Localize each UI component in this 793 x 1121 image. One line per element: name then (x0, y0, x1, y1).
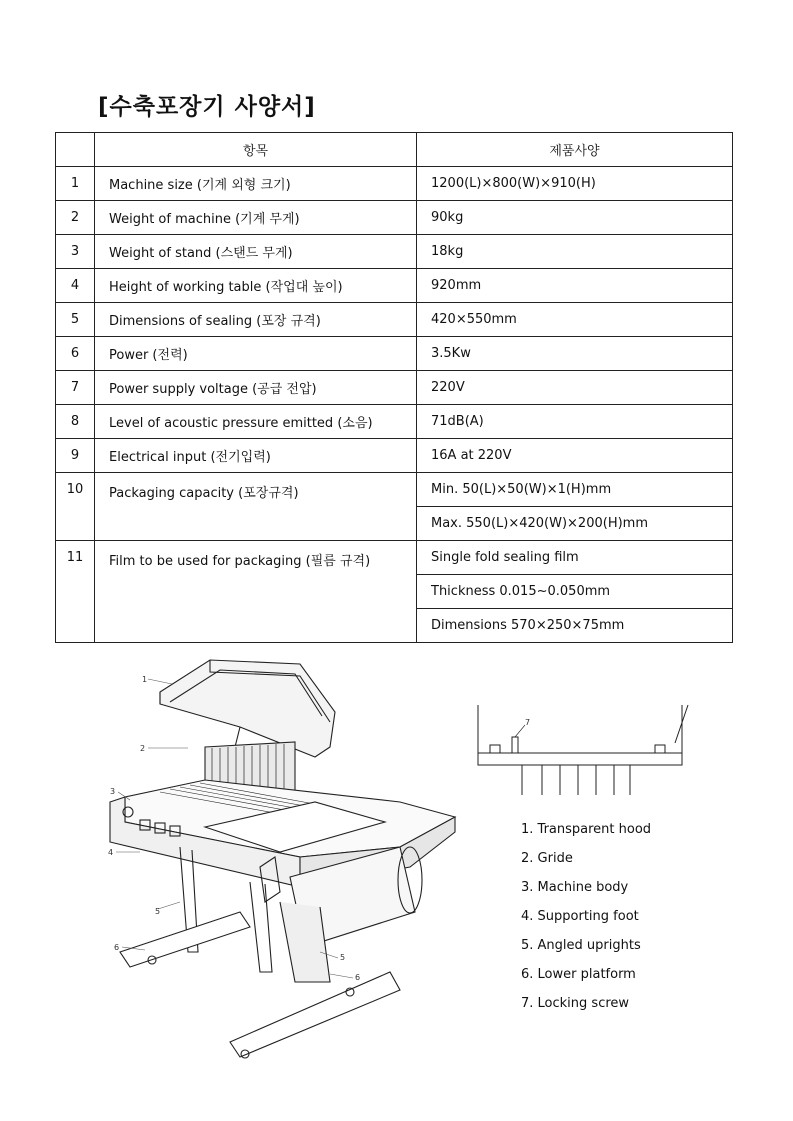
diagram-callout: 2 (140, 744, 146, 753)
diagram-callout: 4 (108, 848, 114, 857)
row-spec-value: 18kg (417, 235, 733, 269)
shrink-packer-illustration (100, 652, 470, 1064)
row-spec-value: Dimensions 570×250×75mm (417, 609, 733, 643)
row-item: Packaging capacity (포장규격) (95, 473, 417, 541)
diagram-callout: 5 (340, 953, 346, 962)
diagram-callout: 6 (114, 943, 120, 952)
row-spec-value: Single fold sealing film (417, 541, 733, 575)
legend-item: 5. Angled uprights (521, 938, 641, 953)
page-title: [수축포장기 사양서] (98, 94, 316, 120)
table-row (56, 303, 733, 337)
row-spec-value: 3.5Kw (417, 337, 733, 371)
legend-item: 3. Machine body (521, 880, 629, 895)
table-row (56, 201, 733, 235)
diagram-callout: 5 (155, 907, 161, 916)
row-number: 3 (56, 235, 95, 269)
table-row (56, 473, 733, 507)
table-row (56, 167, 733, 201)
row-number: 6 (56, 337, 95, 371)
row-spec-value: 16A at 220V (417, 439, 733, 473)
table-row (56, 235, 733, 269)
detail-callout-7: 7 (525, 718, 531, 727)
table-row (56, 405, 733, 439)
row-spec-value: 71dB(A) (417, 405, 733, 439)
legend-item: 7. Locking screw (521, 996, 630, 1011)
row-item: Machine size (기계 외형 크기) (95, 167, 417, 201)
spec-table (55, 132, 733, 643)
row-spec-value: Thickness 0.015~0.050mm (417, 575, 733, 609)
legend-item: 6. Lower platform (521, 967, 636, 982)
diagram-callout: 1 (142, 675, 148, 684)
row-number: 1 (56, 167, 95, 201)
row-item: Power supply voltage (공급 전압) (95, 371, 417, 405)
legend-item: 4. Supporting foot (521, 909, 639, 924)
row-item: Weight of machine (기계 무게) (95, 201, 417, 235)
legend-item: 1. Transparent hood (521, 822, 652, 837)
row-item: Weight of stand (스탠드 무게) (95, 235, 417, 269)
diagram-callout: 3 (110, 787, 116, 796)
row-item: Electrical input (전기입력) (95, 439, 417, 473)
header-item: 항목 (95, 133, 417, 167)
row-number: 4 (56, 269, 95, 303)
row-item: Dimensions of sealing (포장 규격) (95, 303, 417, 337)
row-spec-value: Max. 550(L)×420(W)×200(H)mm (417, 507, 733, 541)
row-spec-value: 90kg (417, 201, 733, 235)
table-row (56, 541, 733, 575)
row-item: Film to be used for packaging (필름 규격) (95, 541, 417, 643)
table-row (56, 371, 733, 405)
row-spec-value: 420×550mm (417, 303, 733, 337)
header-no (56, 133, 95, 167)
row-spec-value: Min. 50(L)×50(W)×1(H)mm (417, 473, 733, 507)
row-item: Power (전력) (95, 337, 417, 371)
parts-legend (521, 822, 651, 1025)
table-row (56, 269, 733, 303)
row-number: 7 (56, 371, 95, 405)
row-spec-value: 920mm (417, 269, 733, 303)
row-number: 11 (56, 541, 95, 643)
legend-item: 2. Gride (521, 851, 573, 866)
header-spec: 제품사양 (417, 133, 733, 167)
row-spec-value: 1200(L)×800(W)×910(H) (417, 167, 733, 201)
locking-screw-detail (470, 695, 710, 805)
row-item: Level of acoustic pressure emitted (소음) (95, 405, 417, 439)
row-spec-value: 220V (417, 371, 733, 405)
row-number: 9 (56, 439, 95, 473)
table-header-row (56, 133, 733, 167)
row-number: 8 (56, 405, 95, 439)
row-number: 2 (56, 201, 95, 235)
table-row (56, 337, 733, 371)
row-number: 5 (56, 303, 95, 337)
diagram-callout: 6 (355, 973, 361, 982)
row-number: 10 (56, 473, 95, 541)
row-item: Height of working table (작업대 높이) (95, 269, 417, 303)
table-row (56, 439, 733, 473)
